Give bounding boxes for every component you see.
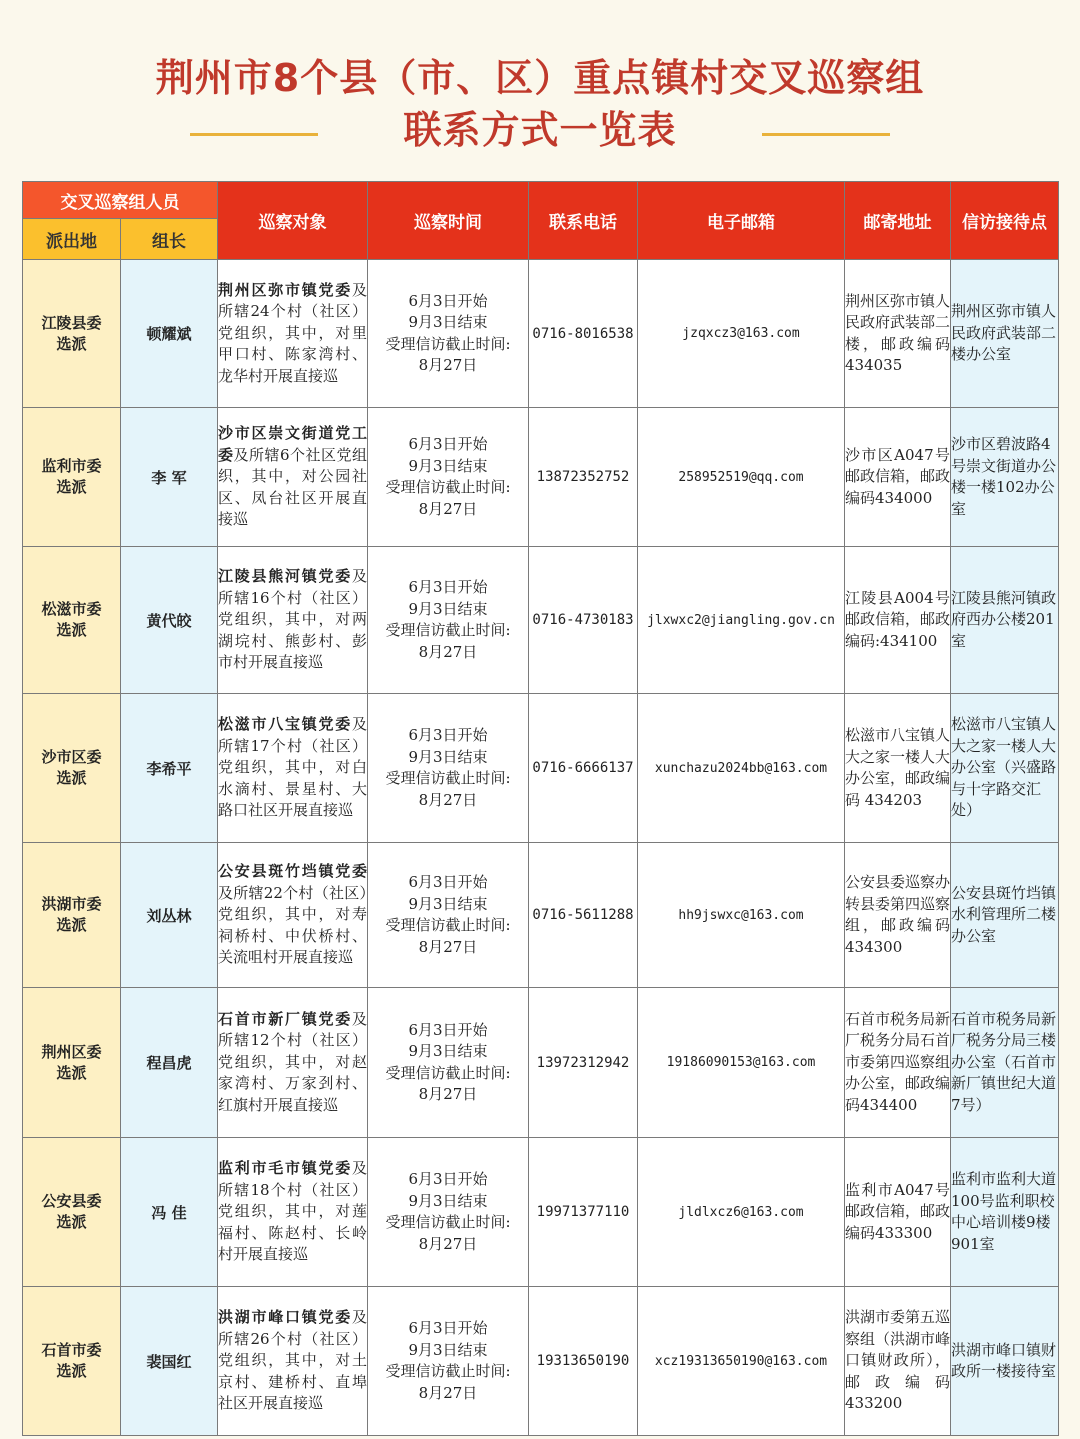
title-decoration-left: [190, 133, 318, 136]
email-cell: 19186090153@163.com: [638, 988, 845, 1138]
contact-table: [22, 181, 1059, 1436]
leader-cell: 李 军: [121, 408, 218, 547]
origin-text-2: 选派: [56, 1362, 87, 1380]
email-cell: xunchazu2024bb@163.com: [638, 694, 845, 843]
petition-deadline-label: 受理信访截止时间:: [385, 621, 511, 639]
address-cell: 公安县委巡察办转县委第四巡察组，邮政编码434300: [845, 843, 951, 988]
petition-deadline-date: 8月27日: [418, 1234, 478, 1253]
origin-text: 监利市委: [41, 457, 102, 475]
header-target: 巡察对象: [218, 182, 368, 260]
time-start: 6月3日开始: [408, 1319, 488, 1337]
origin-text: 石首市委: [41, 1341, 102, 1359]
table-row: [23, 694, 1059, 843]
visit-cell: 沙市区碧波路4号崇文街道办公楼一楼102办公室: [951, 408, 1059, 547]
origin-text: 洪湖市委: [41, 895, 102, 913]
email-cell: jlxwxc2@jiangling.gov.cn: [638, 547, 845, 694]
petition-deadline-date: 8月27日: [418, 1085, 478, 1103]
time-cell: [368, 843, 529, 988]
page-title: 荆州市8个县（市、区）重点镇村交叉巡察组: [155, 56, 925, 100]
target-lead: 江陵县熊河镇党委: [218, 567, 352, 586]
phone-cell: 19971377110: [529, 1138, 638, 1287]
time-end: 9月3日结束: [408, 456, 488, 475]
header-email: 电子邮箱: [638, 182, 845, 260]
origin-text-2: 选派: [56, 334, 87, 353]
address-cell: 监利市A047号邮政信箱，邮政编码433300: [845, 1138, 951, 1287]
visit-cell: 洪湖市峰口镇财政所一楼接待室: [951, 1287, 1059, 1436]
time-cell: [368, 988, 529, 1138]
target-cell: [218, 843, 368, 988]
table-row: [23, 408, 1059, 547]
origin-cell: [23, 408, 121, 547]
target-rest: 及所辖6个社区党组织，其中，对公园社区、凤台社区开展直接巡: [218, 445, 367, 529]
petition-deadline-date: 8月27日: [418, 790, 478, 809]
time-cell: [368, 1287, 529, 1436]
leader-cell: 程昌虎: [121, 988, 218, 1138]
origin-text-2: 选派: [56, 1213, 87, 1231]
target-lead: 松滋市八宝镇党委: [218, 715, 352, 734]
address-cell: 沙市区A047号邮政信箱，邮政编码434000: [845, 408, 951, 547]
phone-cell: 13972312942: [529, 988, 638, 1138]
target-rest: 及所辖26个村（社区）党组织，其中，对土京村、建桥村、直埠社区开展直接巡: [218, 1308, 367, 1413]
petition-deadline-date: 8月27日: [418, 499, 478, 518]
time-cell: [368, 547, 529, 694]
leader-cell: 李希平: [121, 694, 218, 843]
time-end: 9月3日结束: [408, 1042, 488, 1060]
time-cell: [368, 694, 529, 843]
email-cell: jzqxcz3@163.com: [638, 260, 845, 408]
target-rest: 及所辖22个村（社区）党组织，其中，对寿祠桥村、中伏桥村、关流咀村开展直接巡: [218, 883, 367, 967]
leader-cell: 顿耀斌: [121, 260, 218, 408]
header-origin: 派出地: [23, 219, 121, 260]
visit-cell: 公安县斑竹垱镇水利管理所二楼办公室: [951, 843, 1059, 988]
target-lead: 监利市毛市镇党委: [218, 1159, 352, 1178]
email-cell: 258952519@qq.com: [638, 408, 845, 547]
address-cell: 石首市税务局新厂税务分局石首市委第四巡察组办公室，邮政编码434400: [845, 988, 951, 1138]
time-start: 6月3日开始: [408, 291, 488, 310]
phone-cell: 13872352752: [529, 408, 638, 547]
leader-cell: 裴国红: [121, 1287, 218, 1436]
table-row: [23, 1287, 1059, 1436]
time-end: 9月3日结束: [408, 747, 488, 766]
petition-deadline-label: 受理信访截止时间:: [385, 1213, 511, 1231]
origin-text: 荆州区委: [41, 1042, 102, 1061]
origin-cell: [23, 547, 121, 694]
origin-cell: [23, 988, 121, 1138]
address-cell: 松滋市八宝镇人大之家一楼人大办公室，邮政编码 434203: [845, 694, 951, 843]
origin-text: 沙市区委: [41, 748, 102, 766]
header-phone: 联系电话: [529, 182, 638, 260]
leader-cell: 黄代皎: [121, 547, 218, 694]
header-time: 巡察时间: [368, 182, 529, 260]
time-start: 6月3日开始: [408, 435, 488, 453]
target-cell: [218, 260, 368, 408]
visit-cell: 松滋市八宝镇人大之家一楼人大办公室（兴盛路与十字路交汇处）: [951, 694, 1059, 843]
petition-deadline-date: 8月27日: [418, 937, 478, 956]
petition-deadline-label: 受理信访截止时间:: [385, 769, 511, 787]
time-end: 9月3日结束: [408, 1191, 488, 1210]
target-rest: 及所辖16个村（社区）党组织，其中，对两湖垸村、熊彭村、彭市村开展直接巡: [218, 567, 367, 672]
target-cell: [218, 408, 368, 547]
header-leader: 组长: [121, 219, 218, 260]
visit-cell: 荆州区弥市镇人民政府武装部二楼办公室: [951, 260, 1059, 408]
target-lead: 石首市新厂镇党委: [218, 1009, 352, 1028]
time-start: 6月3日开始: [408, 578, 488, 596]
origin-text-2: 选派: [56, 769, 87, 787]
time-start: 6月3日开始: [408, 726, 488, 744]
origin-text-2: 选派: [56, 621, 87, 639]
petition-deadline-label: 受理信访截止时间:: [385, 1362, 511, 1380]
target-lead: 荆州区弥市镇党委: [218, 280, 352, 299]
origin-text-2: 选派: [56, 916, 87, 934]
phone-cell: 0716-4730183: [529, 547, 638, 694]
origin-text: 松滋市委: [41, 600, 102, 618]
leader-cell: 冯 佳: [121, 1138, 218, 1287]
email-cell: jldlxcz6@163.com: [638, 1138, 845, 1287]
origin-cell: [23, 843, 121, 988]
time-end: 9月3日结束: [408, 313, 488, 331]
origin-cell: [23, 260, 121, 408]
leader-cell: 刘丛林: [121, 843, 218, 988]
header-visit: 信访接待点: [951, 182, 1059, 260]
target-lead: 公安县斑竹垱镇党委: [218, 862, 367, 881]
origin-cell: [23, 1287, 121, 1436]
table-body: [23, 260, 1059, 1436]
time-cell: [368, 260, 529, 408]
address-cell: 荆州区弥市镇人民政府武装部二楼，邮政编码434035: [845, 260, 951, 408]
page-subtitle: 联系方式一览表: [403, 108, 677, 152]
origin-cell: [23, 1138, 121, 1287]
phone-cell: 19313650190: [529, 1287, 638, 1436]
phone-cell: 0716-6666137: [529, 694, 638, 843]
title-decoration-right: [762, 133, 890, 136]
header-group: 交叉巡察组人员: [23, 182, 218, 219]
target-lead: 洪湖市峰口镇党委: [218, 1308, 352, 1327]
header-address: 邮寄地址: [845, 182, 951, 260]
time-end: 9月3日结束: [408, 894, 488, 913]
target-rest: 及所辖18个村（社区）党组织，其中，对莲福村、陈赵村、长岭村开展直接巡: [218, 1159, 367, 1264]
time-start: 6月3日开始: [408, 873, 488, 891]
petition-deadline-label: 受理信访截止时间:: [385, 478, 511, 496]
petition-deadline-date: 8月27日: [418, 642, 478, 661]
target-cell: [218, 1287, 368, 1436]
target-cell: [218, 1138, 368, 1287]
origin-text: 江陵县委: [41, 313, 102, 332]
origin-text-2: 选派: [56, 1063, 87, 1082]
time-end: 9月3日结束: [408, 599, 488, 618]
petition-deadline-date: 8月27日: [418, 356, 478, 374]
target-cell: [218, 988, 368, 1138]
visit-cell: 江陵县熊河镇政府西办公楼201室: [951, 547, 1059, 694]
target-rest: 及所辖12个村（社区）党组织，其中，对赵家湾村、万家刭村、红旗村开展直接巡: [218, 1009, 367, 1114]
address-cell: 洪湖市委第五巡察组（洪湖市峰口镇财政所），邮政编码433200: [845, 1287, 951, 1436]
time-start: 6月3日开始: [408, 1170, 488, 1188]
petition-deadline-label: 受理信访截止时间:: [385, 1063, 511, 1082]
table-row: [23, 547, 1059, 694]
target-rest: 及所辖17个村（社区）党组织，其中，对白水滴村、景星村、大路口社区开展直接巡: [218, 715, 367, 820]
table-row: [23, 1138, 1059, 1287]
time-end: 9月3日结束: [408, 1340, 488, 1359]
time-start: 6月3日开始: [408, 1020, 488, 1039]
target-rest: 及所辖24个村（社区）党组织，其中，对里甲口村、陈家湾村、龙华村开展直接巡: [218, 280, 367, 385]
target-cell: [218, 694, 368, 843]
petition-deadline-label: 受理信访截止时间:: [385, 916, 511, 934]
petition-deadline-date: 8月27日: [418, 1383, 478, 1402]
address-cell: 江陵县A004号邮政信箱，邮政编码:434100: [845, 547, 951, 694]
origin-cell: [23, 694, 121, 843]
visit-cell: 监利市监利大道100号监利职校中心培训楼9楼901室: [951, 1138, 1059, 1287]
target-lead: 沙市区崇文街道党工委: [218, 424, 367, 464]
visit-cell: 石首市税务局新厂税务分局三楼办公室（石首市新厂镇世纪大道7号）: [951, 988, 1059, 1138]
target-cell: [218, 547, 368, 694]
time-cell: [368, 408, 529, 547]
email-cell: hh9jswxc@163.com: [638, 843, 845, 988]
title-block: [0, 52, 1080, 156]
time-cell: [368, 1138, 529, 1287]
origin-text-2: 选派: [56, 478, 87, 496]
phone-cell: 0716-8016538: [529, 260, 638, 408]
origin-text: 公安县委: [41, 1192, 102, 1210]
petition-deadline-label: 受理信访截止时间:: [385, 334, 511, 353]
phone-cell: 0716-5611288: [529, 843, 638, 988]
table-row: [23, 843, 1059, 988]
table-row: [23, 260, 1059, 408]
table-row: [23, 988, 1059, 1138]
email-cell: xcz19313650190@163.com: [638, 1287, 845, 1436]
